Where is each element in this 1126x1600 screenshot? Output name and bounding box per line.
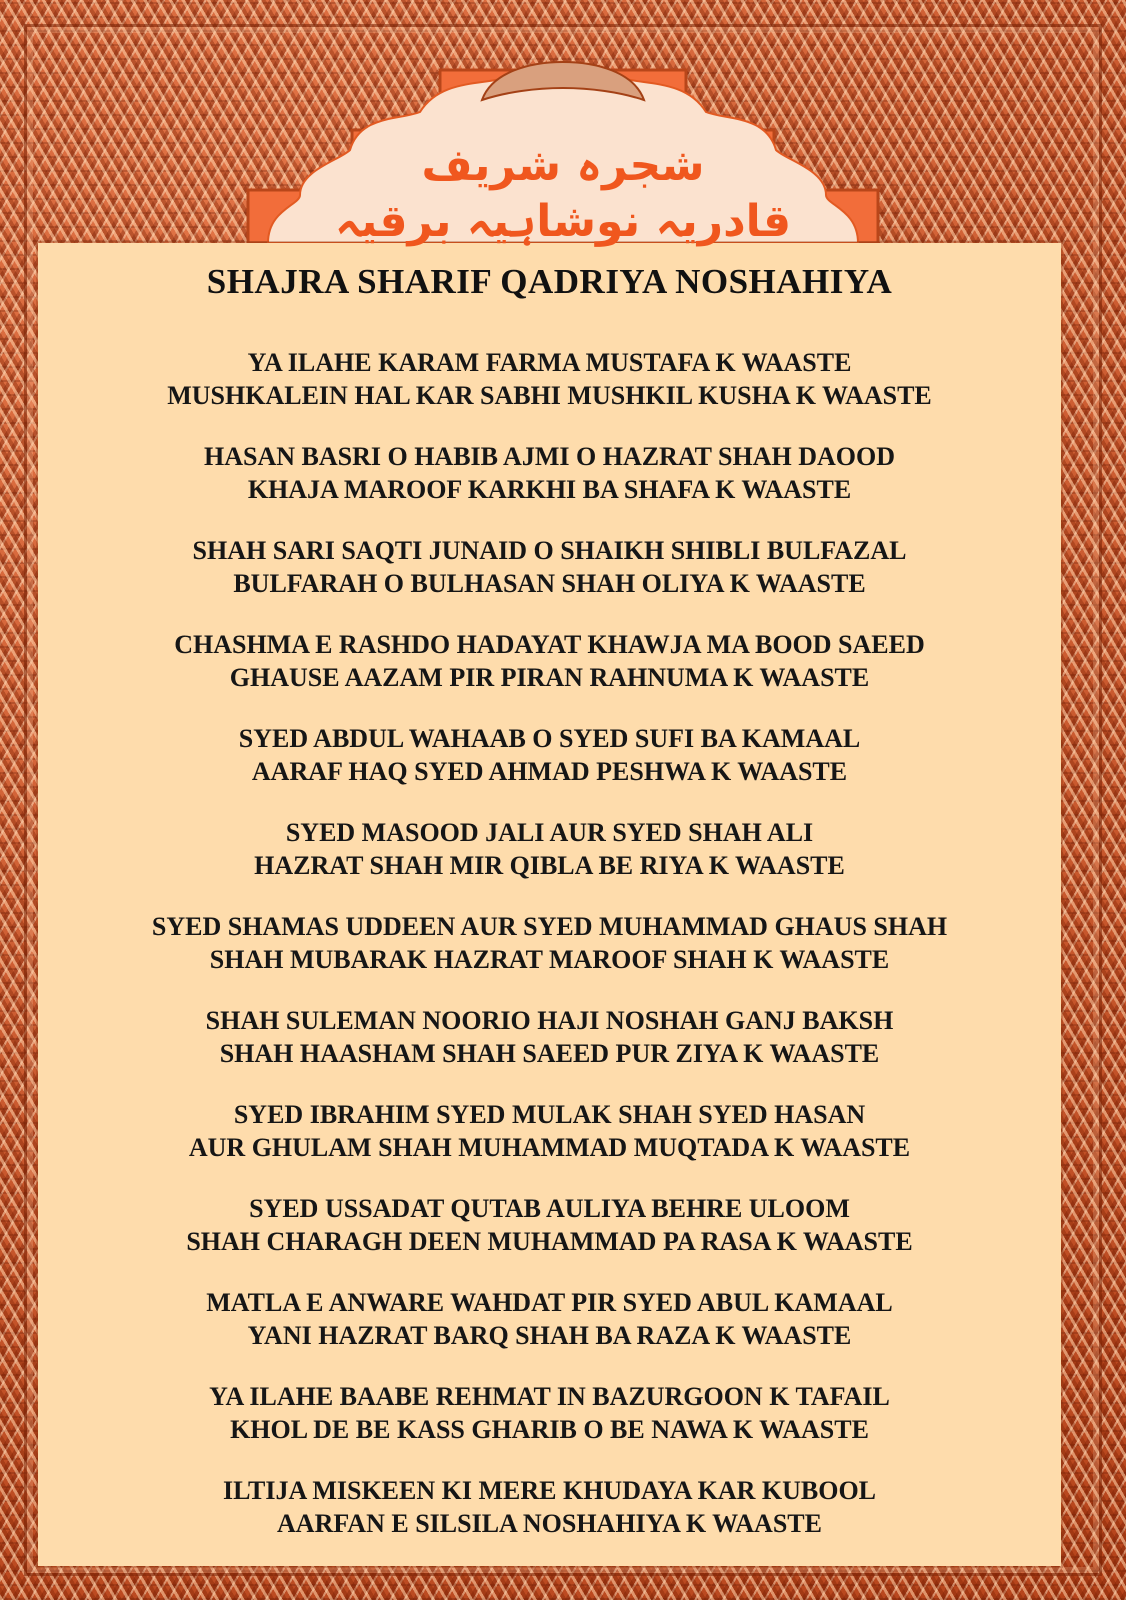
stanza-3	[38, 534, 1061, 628]
stanza-7	[38, 910, 1061, 1004]
stanza-line: HAZRAT SHAH MIR QIBLA BE RIYA K WAASTE	[254, 851, 845, 880]
stanza-line: BULFARAH O BULHASAN SHAH OLIYA K WAASTE	[233, 569, 866, 598]
stanza-line: YA ILAHE KARAM FARMA MUSTAFA K WAASTE	[247, 348, 852, 377]
stanza-4	[38, 628, 1061, 722]
stanza-line: SYED MASOOD JALI AUR SYED SHAH ALI	[285, 818, 814, 847]
stanza-line: KHAJA MAROOF KARKHI BA SHAFA K WAASTE	[247, 475, 852, 504]
stanza-5	[38, 722, 1061, 816]
stanza-line: SYED ABDUL WAHAAB O SYED SUFI BA KAMAAL	[238, 724, 861, 753]
stanza-line: CHASHMA E RASHDO HADAYAT KHAWJA MA BOOD SAEED	[174, 630, 925, 659]
stanza-line: SYED USSADAT QUTAB AULIYA BEHRE ULOOM	[249, 1194, 850, 1223]
stanza-11	[38, 1286, 1061, 1380]
stanza-line: GHAUSE AAZAM PIR PIRAN RAHNUMA K WAASTE	[229, 663, 870, 692]
stanza-line: SYED IBRAHIM SYED MULAK SHAH SYED HASAN	[233, 1100, 866, 1129]
stanza-line: AARFAN E SILSILA NOSHAHIYA K WAASTE	[277, 1509, 822, 1538]
stanza-6	[38, 816, 1061, 910]
stanza-8	[38, 1004, 1061, 1098]
stanza-line: KHOL DE BE KASS GHARIB O BE NAWA K WAASTE	[230, 1415, 869, 1444]
stanza-line: SHAH SARI SAQTI JUNAID O SHAIKH SHIBLI BULFAZAL	[192, 536, 907, 565]
stanza-12	[38, 1380, 1061, 1474]
stanza-line: HASAN BASRI O HABIB AJMI O HAZRAT SHAH DAOOD	[203, 442, 896, 471]
stanza-list	[38, 346, 1061, 1568]
stanza-line: AARAF HAQ SYED AHMAD PESHWA K WAASTE	[251, 757, 848, 786]
stanza-9	[38, 1098, 1061, 1192]
stanza-line: YANI HAZRAT BARQ SHAH BA RAZA K WAASTE	[247, 1321, 852, 1350]
stanza-line: MUSHKALEIN HAL KAR SABHI MUSHKIL KUSHA K WAASTE	[167, 381, 932, 410]
stanza-line: ILTIJA MISKEEN KI MERE KHUDAYA KAR KUBOOL	[222, 1476, 877, 1505]
stanza-13	[38, 1474, 1061, 1568]
stanza-line: SHAH HAASHAM SHAH SAEED PUR ZIYA K WAASTE	[219, 1039, 880, 1068]
urdu-heading-line-1: شجرہ شریف	[421, 140, 705, 191]
stanza-1	[38, 346, 1061, 440]
stanza-2	[38, 440, 1061, 534]
stanza-line: SHAH SULEMAN NOORIO HAJI NOSHAH GANJ BAKSH	[205, 1006, 894, 1035]
stanza-line: SHAH CHARAGH DEEN MUHAMMAD PA RASA K WAASTE	[186, 1227, 913, 1256]
page-title: SHAJRA SHARIF QADRIYA NOSHAHIYA	[206, 262, 893, 301]
stanza-10	[38, 1192, 1061, 1286]
stanza-line: YA ILAHE BAABE REHMAT IN BAZURGOON K TAFAIL	[209, 1382, 890, 1411]
urdu-heading-line-2: قادریہ نوشاہیہ برقیہ	[334, 196, 792, 247]
stanza-line: SHAH MUBARAK HAZRAT MAROOF SHAH K WAASTE	[209, 945, 890, 974]
stanza-line: AUR GHULAM SHAH MUHAMMAD MUQTADA K WAASTE	[188, 1133, 911, 1162]
stanza-line: SYED SHAMAS UDDEEN AUR SYED MUHAMMAD GHAUS SHAH	[151, 912, 948, 941]
stanza-line: MATLA E ANWARE WAHDAT PIR SYED ABUL KAMAAL	[206, 1288, 893, 1317]
